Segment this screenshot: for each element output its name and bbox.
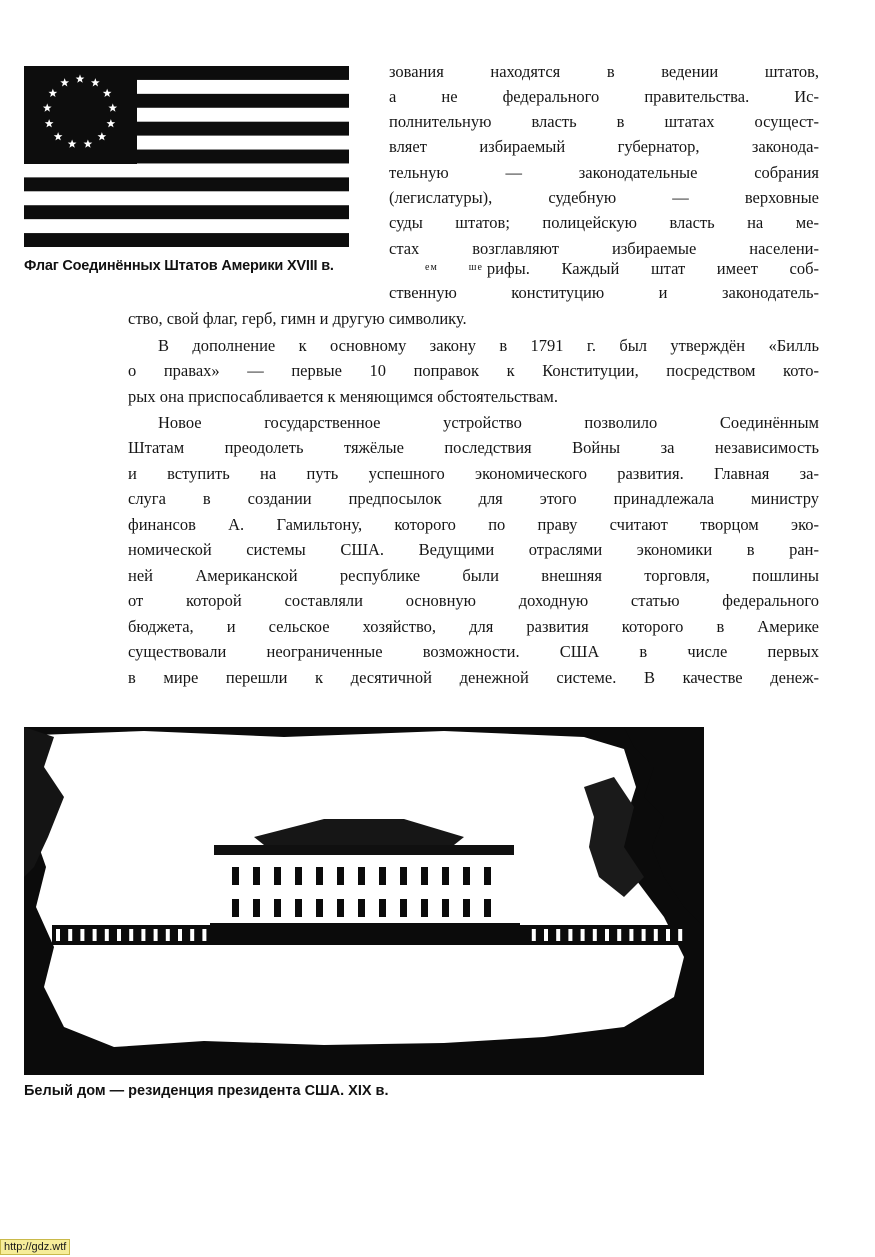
paragraph-3-line: в мире перешли к десятичной денежной системе. В качестве денеж-	[128, 668, 819, 687]
photo-window	[463, 867, 470, 885]
text-line: суды штатов; полицейскую власть на ме-	[389, 213, 819, 232]
photo-building-base	[210, 923, 520, 927]
photo-wall-gap	[166, 929, 170, 941]
photo-wall-gap	[141, 929, 145, 941]
text-line: зования находятся в ведении штатов,	[389, 62, 819, 81]
photo-wall-gap	[544, 929, 548, 941]
paragraph-3-line: ней Американской республике были внешняя торговля, пошлины	[128, 566, 819, 585]
photo-wall-gap	[129, 929, 133, 941]
photo-wall-gap	[117, 929, 121, 941]
photo-wall-gap	[617, 929, 621, 941]
text-line: стах возглавляют избираемые населени-	[389, 239, 819, 258]
photo-wall-gap	[202, 929, 206, 941]
paragraph-3-line: существовали неограниченные возможности. США в числе первых	[128, 642, 819, 661]
flag-caption: Флаг Соединённых Штатов Америки XVIII в.	[24, 258, 334, 274]
text-line: а не федерального правительства. Ис-	[389, 87, 819, 106]
paragraph-2-line: о правах» — первые 10 поправок к Конституции, посредством кото-	[128, 361, 819, 380]
photo-window	[421, 899, 428, 917]
photo-window	[337, 899, 344, 917]
photo-window	[484, 867, 491, 885]
text-fragment-small: ем ше	[425, 262, 483, 273]
photo-wall-gap	[93, 929, 97, 941]
photo-window	[337, 867, 344, 885]
photo-window	[274, 867, 281, 885]
photo-window	[442, 867, 449, 885]
photo-wall-gap	[556, 929, 560, 941]
paragraph-3-line: слуга в создании предпосылок для этого принадлежала министру	[128, 489, 819, 508]
photo-window	[379, 899, 386, 917]
photo-wall-gap	[80, 929, 84, 941]
photo-window	[316, 867, 323, 885]
photo-window	[253, 899, 260, 917]
photo-window	[358, 867, 365, 885]
paragraph-3-line: и вступить на путь успешного экономического развития. Главная за-	[128, 464, 819, 483]
photo-window	[274, 899, 281, 917]
photo-wall-gap	[593, 929, 597, 941]
photo-window	[400, 899, 407, 917]
photo-building-top	[214, 845, 514, 855]
photo-wall-gap	[68, 929, 72, 941]
paragraph-3-line: финансов А. Гамильтону, которого по праву считают творцом эко-	[128, 515, 819, 534]
photo-wall-gap	[605, 929, 609, 941]
paragraph-2-line: В дополнение к основному закону в 1791 г. был утверждён «Билль	[158, 336, 819, 355]
photo-wall-gap	[678, 929, 682, 941]
photo-wall-gap	[666, 929, 670, 941]
photo-window	[253, 867, 260, 885]
paragraph-3-line: номической системы США. Ведущими отраслями экономики в ран-	[128, 540, 819, 559]
photo-window	[232, 867, 239, 885]
text-line: вляет избираемый губернатор, законода-	[389, 137, 819, 156]
photo-wall-gap	[178, 929, 182, 941]
paragraph-3-line: от которой составляли основную доходную статью федерального	[128, 591, 819, 610]
photo-wall-gap	[568, 929, 572, 941]
photo-window	[400, 867, 407, 885]
text-line: (легислатуры), судебную — верховные	[389, 188, 819, 207]
photo-wall-gap	[642, 929, 646, 941]
photo-window	[295, 867, 302, 885]
photo-wall-gap	[581, 929, 585, 941]
photo-wall-gap	[154, 929, 158, 941]
photo-wall-gap	[56, 929, 60, 941]
flag-stripe	[24, 177, 349, 191]
photo-window	[421, 867, 428, 885]
text-line: полнительную власть в штатах осущест-	[389, 112, 819, 131]
text-line: ственную конституцию и законодатель-	[389, 283, 819, 302]
photo-wall-gap	[532, 929, 536, 941]
flag-stripe	[24, 233, 349, 247]
photo-window	[484, 899, 491, 917]
source-link[interactable]: http://gdz.wtf	[0, 1239, 70, 1255]
text-line-fragment	[425, 258, 819, 279]
photo-window	[358, 899, 365, 917]
photo-window	[295, 899, 302, 917]
paragraph-3-line: бюджета, и сельское хозяйство, для развития которого в Америке	[128, 617, 819, 636]
paragraph-3-line: Новое государственное устройство позволило Соединённым	[158, 413, 819, 432]
photo-window	[316, 899, 323, 917]
us-flag-18th-century-image	[24, 66, 349, 247]
photo-window	[232, 899, 239, 917]
photo-wall-gap	[105, 929, 109, 941]
text-fragment: рифы. Каждый штат имеет соб-	[486, 259, 820, 278]
photo-window	[379, 867, 386, 885]
white-house-caption: Белый дом — резиденция президента США. XIX в.	[24, 1083, 389, 1099]
photo-wall-gap	[190, 929, 194, 941]
photo-wall-gap	[654, 929, 658, 941]
white-house-image	[24, 727, 704, 1075]
paragraph-2-line: рых она приспосабливается к меняющимся обстоятельствам.	[128, 387, 558, 406]
flag-stripe	[24, 205, 349, 219]
text-line: тельную — законодательные собрания	[389, 163, 819, 182]
photo-window	[442, 899, 449, 917]
photo-window	[463, 899, 470, 917]
photo-wall-gap	[629, 929, 633, 941]
text-line: ство, свой флаг, герб, гимн и другую символику.	[128, 309, 467, 328]
paragraph-3-line: Штатам преодолеть тяжёлые последствия Войны за независимость	[128, 438, 819, 457]
